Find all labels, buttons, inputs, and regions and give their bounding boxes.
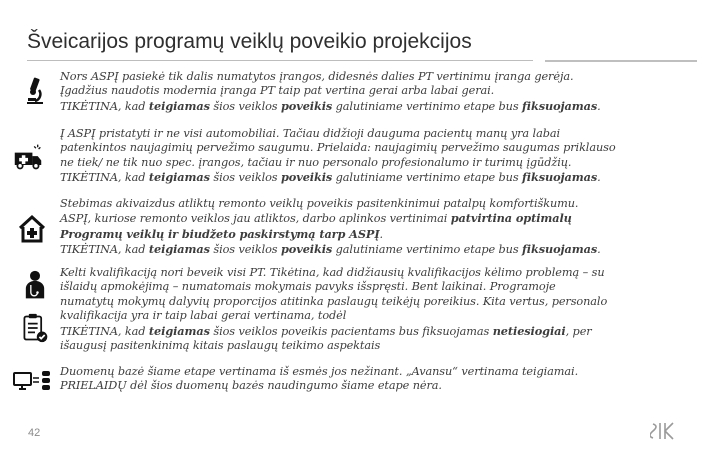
text-line: kvalifikacija yra ir taip labai gerai vertinama, todėl	[60, 309, 347, 323]
brand-logo	[650, 422, 676, 440]
text-line: patenkintos naujagimių pervežimo saugumu. Prielaida: naujagimių pervežimo saugumas priklauso	[60, 141, 616, 155]
text-line: Duomenų bazė šiame etape vertinama iš esmės jos nežinant. „Avansu“ vertinama teigiamai.	[60, 365, 579, 378]
text-line: TIKĖTINA, kad teigiamas šios veiklos poveikis galutiniame vertinimo etape bus fiksuojamas.	[60, 170, 601, 185]
text-line: ASPĮ, kuriose remonto veiklos jau atliktos, darbo aplinkos vertinimai patvirtina optimalų	[60, 211, 572, 226]
text-line: išlaidų apmokėjimą – numatomais mokymais pavyks išspręsti. Bent laikinai. Programoje	[60, 280, 556, 294]
section-qualification	[60, 266, 700, 353]
page-number: 42	[28, 427, 41, 439]
text-line: ne tiek/ ne tik nuo spec. įrangos, tačiau ir nuo personalo profesionalumo ir turimų įgūdžių.	[60, 155, 572, 169]
computer-database-icon	[13, 369, 51, 395]
microscope-icon	[19, 76, 49, 106]
slide-title: Šveicarijos programų veiklų poveikio projekcijos	[27, 30, 472, 53]
section-ambulances	[60, 127, 700, 186]
text-line: Nors ASPĮ pasiekė tik dalis numatytos įrangos, didesnės dalies PT vertinimu įranga gerėja.	[60, 70, 574, 83]
text-line: Į ASPĮ pristatyti ir ne visi automobiliai. Tačiau didžioji dauguma pacientų manų yra labai	[60, 127, 560, 140]
text-line: Stebimas akivaizdus atliktų remonto veiklų poveikis pasitenkinimui patalpų komfortiškumu.	[60, 197, 579, 210]
ambulance-icon	[13, 142, 43, 172]
title-underline	[27, 60, 533, 61]
text-line: TIKĖTINA, kad teigiamas šios veiklos poveikis galutiniame vertinimo etape bus fiksuojamas.	[60, 242, 601, 257]
text-line: PRIELAIDŲ dėl šios duomenų bazės naudingumo šiame etape nėra.	[60, 379, 442, 393]
text-line: Programų veiklų ir biudžeto paskirstymą tarp ASPĮ.	[60, 226, 383, 241]
text-line: numatytų mokymų dalyvių proporcijos atitinka paslaugų teikėjų poreikius. Kita vertus, personalo	[60, 294, 608, 308]
text-line: TIKĖTINA, kad teigiamas šios veiklos poveikis pacientams bus fiksuojamas netiesiogiai, per	[60, 323, 592, 338]
section-renovation	[60, 197, 700, 258]
doctor-icon	[20, 270, 50, 300]
text-line: Kelti kvalifikaciją nori beveik visi PT. Tikėtina, kad didžiausių kvalifikacijos kėlimo problemą – su	[60, 266, 605, 279]
text-line: TIKĖTINA, kad teigiamas šios veiklos poveikis galutiniame vertinimo etape bus fiksuojamas.	[60, 98, 601, 113]
text-line: Įgadžius naudotis modernia įranga PT taip pat vertina gerai arba labai gerai.	[60, 84, 495, 98]
clipboard-check-icon	[20, 313, 50, 343]
section-database	[60, 365, 700, 394]
text-line: išaugusį pasitenkinimą kitais paslaugų teikimo aspektais	[60, 339, 381, 353]
title-accent-line	[545, 60, 697, 62]
hospital-building-icon	[17, 214, 47, 244]
section-equipment	[60, 70, 700, 114]
